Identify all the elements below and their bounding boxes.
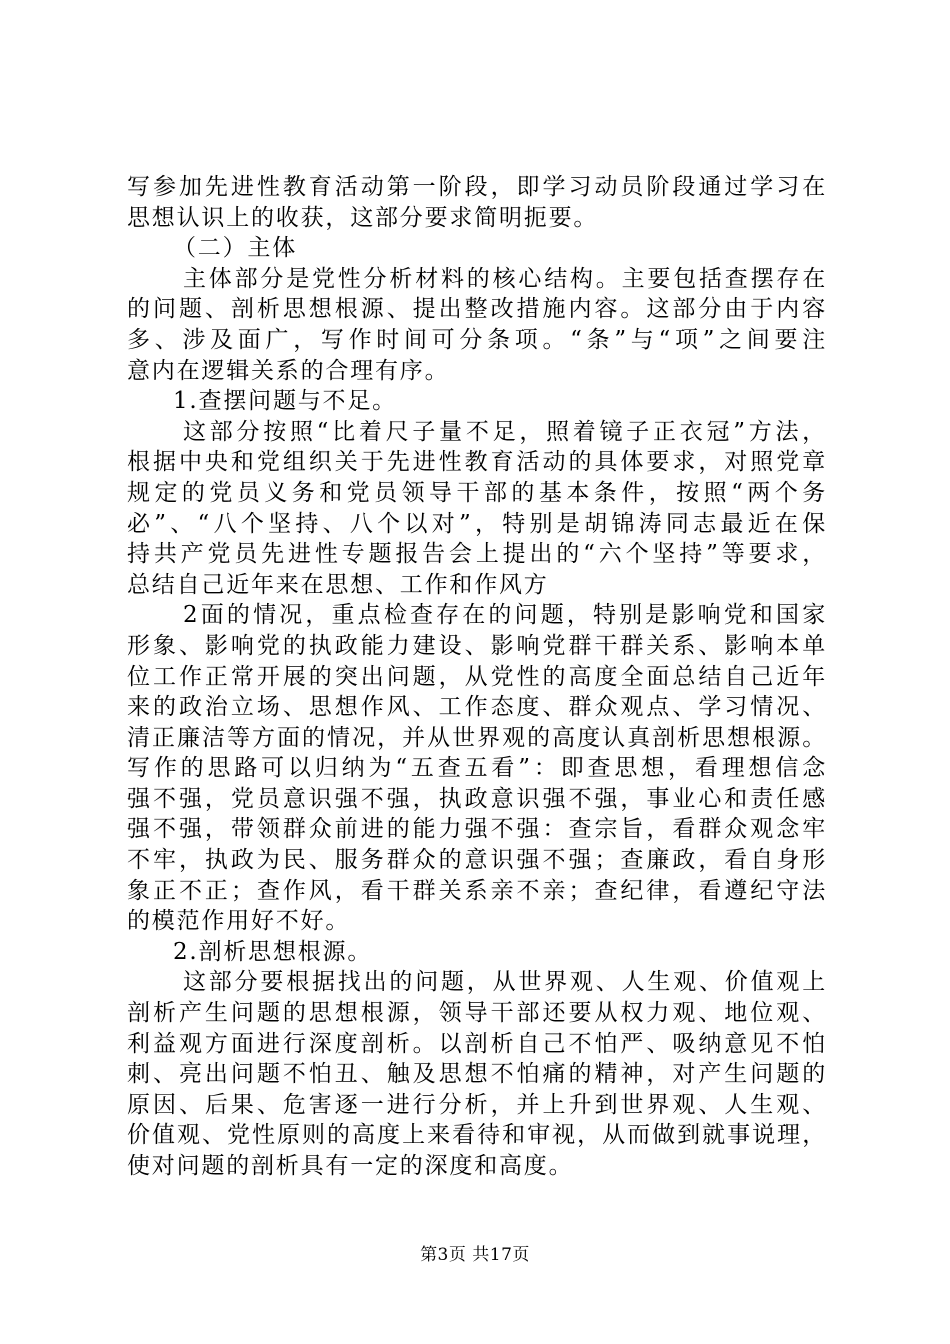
text-line: 必”、“八个坚持、八个以对”，特别是胡锦涛同志最近在保	[127, 510, 827, 537]
text-line: 来的政治立场、思想作风、工作态度、群众观点、学习情况、	[127, 694, 827, 721]
text-line: 写参加先进性教育活动第一阶段，即学习动员阶段通过学习在	[127, 174, 827, 200]
subsection-heading: 2.剖析思想根源。	[173, 938, 373, 965]
text-line: 刺、亮出问题不怕丑、触及思想不怕痛的精神，对产生问题的	[127, 1061, 827, 1088]
page-number-footer: 第3页 共17页	[420, 1245, 530, 1265]
document-body	[127, 172, 827, 1182]
text-line: 的问题、剖析思想根源、提出整改措施内容。这部分由于内容	[127, 296, 827, 323]
text-line: 强不强，党员意识强不强，执政意识强不强，事业心和责任感	[127, 785, 827, 812]
text-line: 思想认识上的收获，这部分要求简明扼要。	[127, 204, 599, 231]
text-line: 剖析产生问题的思想根源，领导干部还要从权力观、地位观、	[127, 1000, 827, 1027]
text-line: 使对问题的剖析具有一定的深度和高度。	[127, 1153, 574, 1179]
text-line: 清正廉洁等方面的情况，并从世界观的高度认真剖析思想根源。	[127, 724, 827, 751]
text-line: 不牢，执政为民、服务群众的意识强不强；查廉政，看自身形	[127, 847, 827, 874]
text-line: 利益观方面进行深度剖析。以剖析自己不怕严、吸纳意见不怕	[127, 1030, 827, 1057]
text-line: 意内在逻辑关系的合理有序。	[127, 357, 450, 384]
text-line: 持共产党员先进性专题报告会上提出的“六个坚持”等要求，	[127, 541, 827, 568]
text-line: 原因、后果、危害逐一进行分析，并上升到世界观、人生观、	[127, 1091, 827, 1118]
text-line: 这部分按照“比着尺子量不足，照着镜子正衣冠”方法，	[183, 418, 827, 445]
text-line: 这部分要根据找出的问题，从世界观、人生观、价值观上	[183, 969, 827, 996]
text-line: 位工作正常开展的突出问题，从党性的高度全面总结自己近年	[127, 663, 827, 690]
text-line: 根据中央和党组织关于先进性教育活动的具体要求，对照党章	[127, 449, 827, 476]
text-line: 主体部分是党性分析材料的核心结构。主要包括查摆存在	[183, 265, 827, 292]
text-line: 强不强，带领群众前进的能力强不强：查宗旨，看群众观念牢	[127, 816, 827, 843]
text-line: 的模范作用好不好。	[127, 908, 351, 935]
text-line: 规定的党员义务和党员领导干部的基本条件，按照“两个务	[127, 479, 827, 506]
text-line: 价值观、党性原则的高度上来看待和审视，从而做到就事说理，	[127, 1122, 827, 1149]
text-line: 形象、影响党的执政能力建设、影响党群干群关系、影响本单	[127, 632, 827, 659]
subsection-heading: 1.查摆问题与不足。	[173, 388, 397, 415]
section-heading: （二）主体	[173, 235, 297, 262]
text-line: 象正不正；查作风，看干群关系亲不亲；查纪律，看遵纪守法	[127, 877, 827, 904]
text-line: 总结自己近年来在思想、工作和作风方	[127, 571, 549, 598]
text-line: 2面的情况，重点检查存在的问题，特别是影响党和国家	[183, 602, 827, 629]
text-line: 多、涉及面广，写作时间可分条项。“条”与“项”之间要注	[127, 326, 827, 353]
text-line: 写作的思路可以归纳为“五查五看”：即查思想，看理想信念	[127, 755, 827, 782]
